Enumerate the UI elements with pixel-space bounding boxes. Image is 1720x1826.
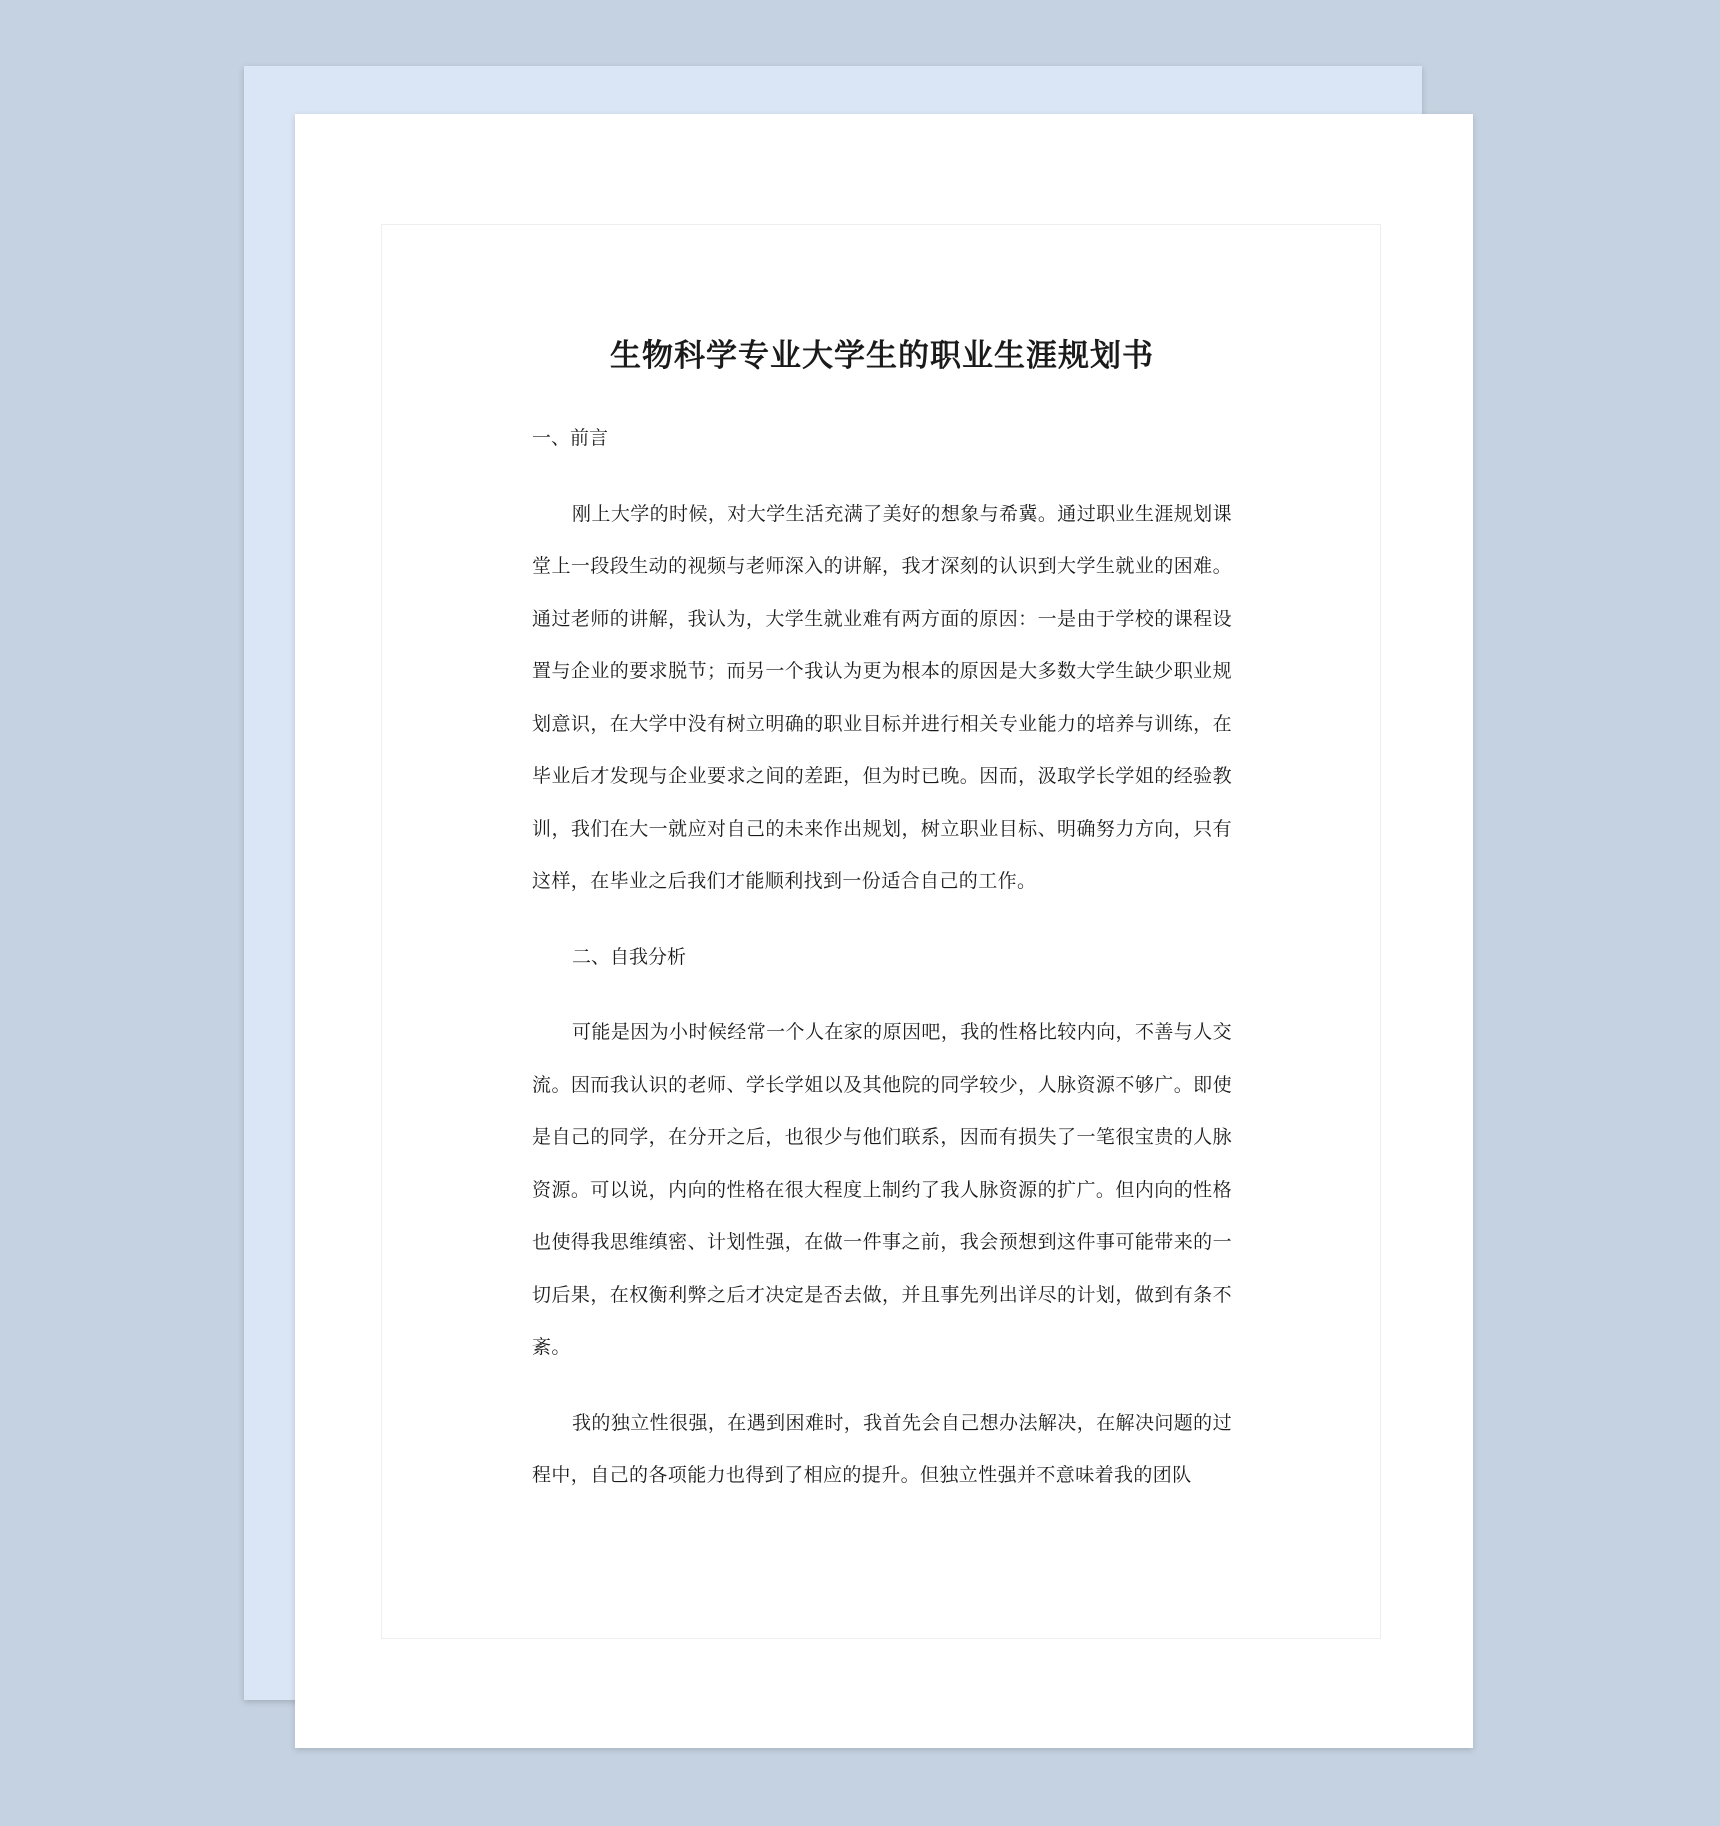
self-analysis-paragraph-1: 可能是因为小时候经常一个人在家的原因吧，我的性格比较内向，不善与人交流。因而我认识的老师、学长学姐以及其他院的同学较少，人脉资源不够广。即使是自己的同学，在分开之后，也很少与他们联系，因而有损失了一笔很宝贵的人脉资源。可以说，内向的性格在很大程度上制约了我人脉资源的扩广。但内向的性格也使得我思维缜密、计划性强，在做一件事之前，我会预想到这件事可能带来的一切后果，在权衡利弊之后才决定是否去做，并且事先列出详尽的计划，做到有条不紊。 (532, 1021, 1232, 1358)
section-heading-self-analysis: 二、自我分析 (572, 945, 687, 968)
section-heading-preface: 一、前言 (532, 427, 609, 449)
self-analysis-paragraph-2: 我的独立性很强，在遇到困难时，我首先会自己想办法解决，在解决问题的过程中，自己的各项能力也得到了相应的提升。但独立性强并不意味着我的团队 (532, 1411, 1232, 1486)
document-body (532, 334, 1232, 1525)
preface-paragraph: 刚上大学的时候，对大学生活充满了美好的想象与希冀。通过职业生涯规划课堂上一段段生动的视频与老师深入的讲解，我才深刻的认识到大学生就业的困难。通过老师的讲解，我认为，大学生就业难有两方面的原因：一是由于学校的课程设置与企业的要求脱节；而另一个我认为更为根本的原因是大多数大学生缺少职业规划意识，在大学中没有树立明确的职业目标并进行相关专业能力的培养与训练，在毕业后才发现与企业要求之间的差距，但为时已晚。因而，汲取学长学姐的经验教训，我们在大一就应对自己的未来作出规划，树立职业目标、明确努力方向，只有这样，在毕业之后我们才能顺利找到一份适合自己的工作。 (532, 502, 1232, 892)
document-page (295, 114, 1473, 1748)
document-title: 生物科学专业大学生的职业生涯规划书 (610, 338, 1154, 374)
